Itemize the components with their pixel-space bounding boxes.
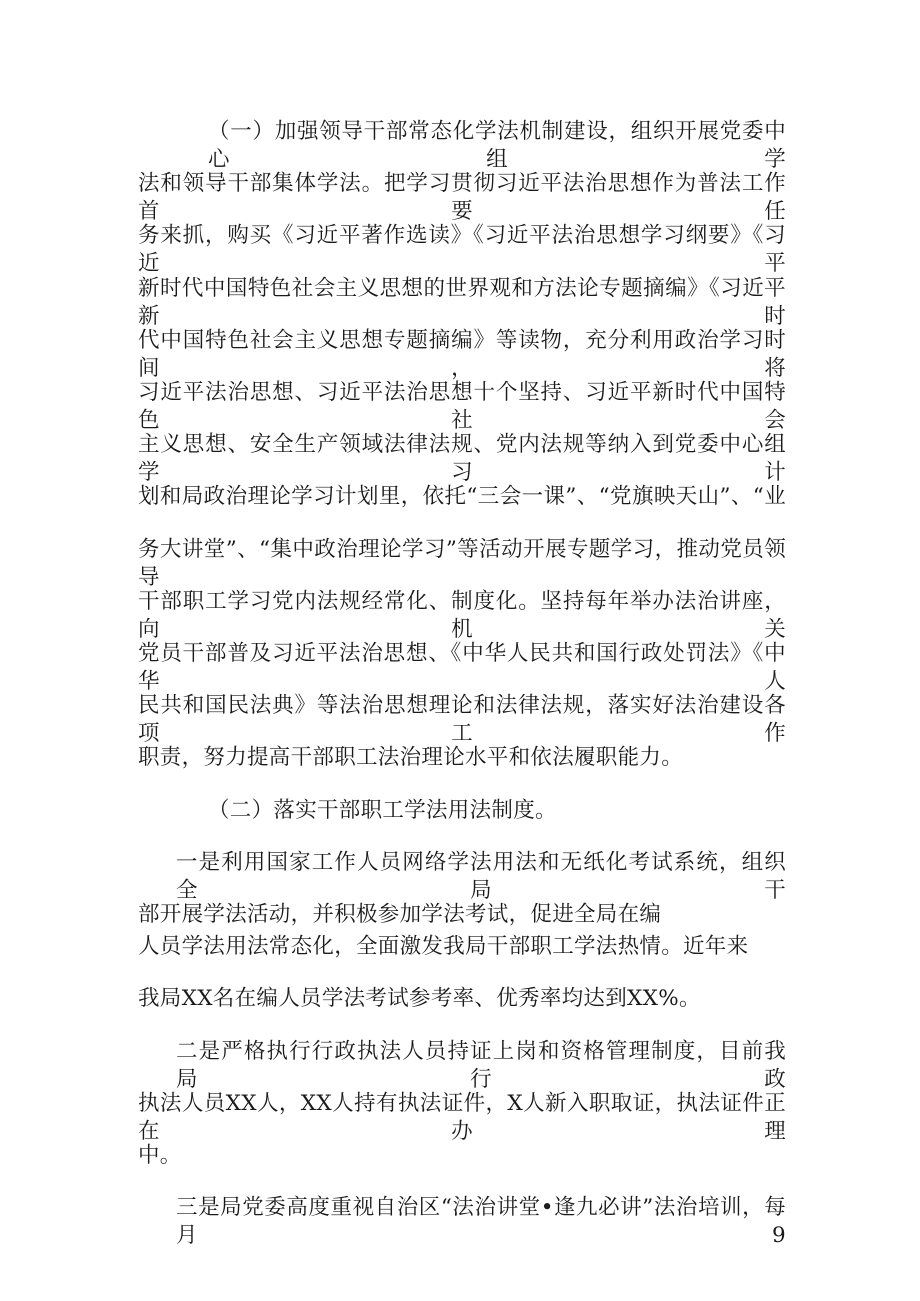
paragraph-1-line-5: 代中国特色社会主义思想专题摘编》等读物，充分利用政治学习时间，将 <box>138 328 786 381</box>
paragraph-1-line-7: 主义思想、安全生产领域法律法规、党内法规等纳入到党委中心组学习计 <box>138 432 786 485</box>
paragraph-3-line-3: 中。 <box>138 1143 182 1168</box>
paragraph-2-line-4: 我局XX名在编人员学法考试参考率、优秀率均达到XX%。 <box>138 986 701 1011</box>
paragraph-1-line-12: 民共和国民法典》等法治思想理论和法律法规，落实好法治建设各项工作 <box>138 693 786 746</box>
section-heading-2: （二）落实干部职工学法用法制度。 <box>208 798 557 823</box>
paragraph-1-line-9: 务大讲堂”、“集中政治理论学习”等活动开展专题学习，推动党员领导 <box>138 537 786 590</box>
paragraph-1-line-4: 新时代中国特色社会主义思想的世界观和方法论专题摘编》《习近平新时 <box>138 276 786 329</box>
paragraph-2-line-3: 人员学法用法常态化，全面激发我局干部职工学法热情。近年来 <box>138 934 749 959</box>
paragraph-4-line-1: 三是局党委高度重视自治区“法治讲堂•逢九必讲”法治培训，每月9 <box>176 1195 786 1248</box>
paragraph-2-line-1: 一是利用国家工作人员网络学法用法和无纸化考试系统，组织全局干 <box>176 850 786 903</box>
paragraph-3-line-1: 二是严格执行行政执法人员持证上岗和资格管理制度，目前我局行政 <box>176 1039 786 1092</box>
paragraph-1-line-1: （一）加强领导干部常态化学法机制建设，组织开展党委中心组学 <box>208 119 786 172</box>
paragraph-2-line-2: 部开展学法活动，并积极参加学法考试，促进全局在编 <box>138 902 662 927</box>
paragraph-1-line-8: 划和局政治理论学习计划里，依托“三会一课”、“党旗映天山”、“业 <box>138 484 786 509</box>
paragraph-1-line-13: 职责，努力提高干部职工法治理论水平和依法履职能力。 <box>138 745 684 770</box>
paragraph-1-line-10: 干部职工学习党内法规经常化、制度化。坚持每年举办法治讲座，向机关 <box>138 589 786 642</box>
paragraph-3-line-2: 执法人员XX人，XX人持有执法证件，X人新入职取证，执法证件正在办理 <box>138 1091 786 1144</box>
paragraph-1-line-6: 习近平法治思想、习近平法治思想十个坚持、习近平新时代中国特色社会 <box>138 380 786 433</box>
paragraph-1-line-3: 务来抓，购买《习近平著作选读》《习近平法治思想学习纲要》《习近平 <box>138 223 786 276</box>
paragraph-1-line-2: 法和领导干部集体学法。把学习贯彻习近平法治思想作为普法工作首要任 <box>138 171 786 224</box>
paragraph-1-line-11: 党员干部普及习近平法治思想、《中华人民共和国行政处罚法》《中华人 <box>138 641 786 694</box>
